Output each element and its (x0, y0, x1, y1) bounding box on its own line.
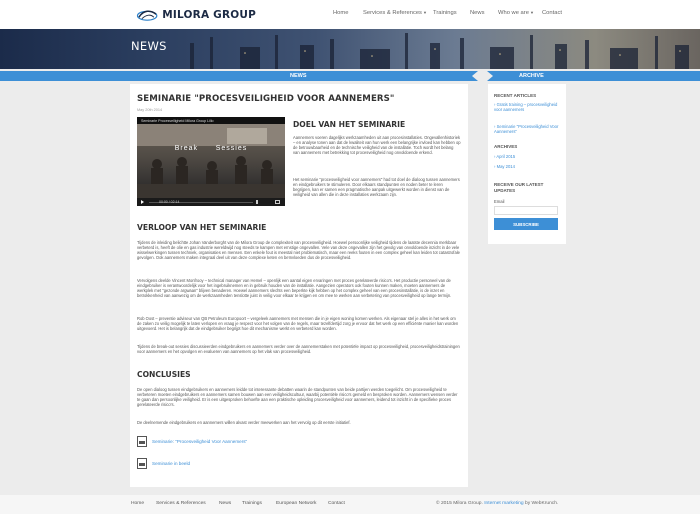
top-header (0, 0, 700, 29)
internet-marketing-link[interactable]: Internet marketing (484, 501, 524, 506)
nav-who-we-are[interactable] (498, 10, 534, 16)
chevron-right-icon: › (494, 124, 496, 129)
chevron-right-icon: › (494, 164, 496, 169)
nav-services-label: Services & References (363, 10, 422, 16)
paragraph: De deelnemende eindgebruikers en aannemers willen alvast verder meewerken aan het vervolg op dit eerste initiatief. (137, 420, 351, 425)
recent-article-label: Seminarie "Procesveiligheid Voor Aannemers" (494, 124, 559, 134)
chevron-down-icon: ▼ (422, 10, 427, 15)
recent-article-link[interactable] (494, 102, 560, 112)
archives-heading: ARCHIVES (494, 144, 518, 149)
paragraph: De open dialoog tussen eindgebruikers en aannemers leidde tot interessante debatten waarin de standpunten van beide partijen werden toegelicht. Om procesveiligheid te verbeteren moeten eindgebruikers en aannemers samen bouwen aan een veiligheidscultuur, waarbij potentiële risico's gemeld en besproken worden. Aannemers wensen verder te gaan dan persoonlijke veiligheid. Er is een uitgesproken behoefte aan een praktische opleiding procesveiligheid voor aannemers, leidend tot inzicht in de specifieke proces gerelateerde risico's. (137, 387, 458, 408)
refinery-skyline-image (0, 29, 700, 69)
email-label: Email (494, 199, 505, 204)
section-heading-conclusions: CONCLUSIES (137, 370, 191, 379)
video-caption-right: Sessies (215, 145, 248, 152)
footer-link-trainings[interactable]: Trainings (242, 501, 262, 506)
section-heading-goal: DOEL VAN HET SEMINARIE (293, 120, 406, 129)
archive-link[interactable] (494, 154, 515, 159)
paragraph: Tijdens de inleiding belichtte Johan Vanderborght van de Milora Group de complexiteit van procesveiligheid. Hoewel persoonlijke veiligheid tijdens de laatste decennia merkbaar verbeterd is, heeft de olie en gas industrie wereldwijd nog steeds te kampen met ernstige ongevallen. Vele van deze ongevallen zijn het gevolg van onvoldoende inzicht in de vele wisselwerkingen tussen techniek, organisaties en mensen. Een enkele fout is meestal niet problematisch, maar een reeks fouten in een complex geheel kan leiden tot catastrofale gevolgen. Ook aannemers maken integraal deel uit van deze complexe keten en beïnvloeden dus de procesveiligheid. (137, 240, 460, 261)
updates-heading: RECEIVE OUR LATEST UPDATES (494, 182, 544, 193)
copyright (436, 501, 558, 506)
video-player[interactable] (137, 117, 285, 206)
play-icon[interactable] (141, 200, 144, 204)
video-frame (137, 124, 285, 199)
paragraph: Aannemers voeren dagelijks werkzaamheden uit aan procesinstallaties. Ongevallenhistoriek – en analyse tonen aan dat de kwaliteit van hun werk een belangrijke invloed kan hebben op de betrouwbaarheid en de technische veiligheid van de installatie. Toch wordt het belang van aannemers met betrekking tot procesveiligheid nog onvoldoende erkend. (293, 135, 461, 156)
article-panel (130, 84, 468, 487)
bar-notch (472, 71, 478, 81)
page-banner (0, 29, 700, 69)
email-field[interactable] (494, 206, 558, 215)
video-controls (137, 198, 285, 206)
video-thumbnail-image (137, 124, 285, 199)
video-caption-left: Break (174, 145, 199, 152)
subscribe-button[interactable]: SUBSCRIBE (494, 218, 558, 230)
nav-home[interactable]: Home (333, 10, 349, 16)
document-link[interactable] (137, 436, 247, 447)
pdf-icon (137, 436, 147, 447)
fullscreen-icon[interactable] (275, 200, 280, 204)
footer-link-services[interactable]: Services & References (156, 501, 206, 506)
video-title: Seminarie Procesveiligheid Milora Group Lillo (137, 117, 285, 124)
sidebar (488, 84, 566, 244)
logo-text: MILORA GROUP (162, 9, 256, 21)
footer-link-contact[interactable]: Contact (328, 501, 345, 506)
archive-label: May 2014 (496, 164, 515, 169)
archive-section-bar (487, 71, 700, 81)
archive-label: April 2015 (496, 154, 516, 159)
nav-services[interactable] (363, 10, 427, 16)
video-caption (137, 145, 285, 152)
copyright-text: © 2015 Milora Group. (436, 501, 483, 506)
document-link-label: Seminarie in beeld (152, 461, 191, 466)
page-title: NEWS (131, 39, 167, 53)
nav-trainings[interactable]: Trainings (433, 10, 457, 16)
document-link[interactable] (137, 458, 190, 469)
news-section-bar (0, 71, 478, 81)
nav-news[interactable]: News (470, 10, 485, 16)
footer-link-home[interactable]: Home (131, 501, 145, 506)
bar-notch (487, 71, 493, 81)
chevron-right-icon: › (494, 102, 496, 107)
recent-article-label: Gratis training – procesveiligheid voor aannemers (494, 102, 558, 112)
recent-articles-heading: RECENT ARTICLES (494, 93, 537, 98)
article-date: May 20th 2014 (137, 108, 163, 112)
video-time: 00:00 / 02:14 (159, 199, 180, 204)
chevron-right-icon: › (494, 154, 496, 159)
footer-link-news[interactable]: News (219, 501, 232, 506)
paragraph: Tijdens de break-out sessies discussieerden eindgebruikers en aannemers verder over de aannemerstaken met potentiële impact op procesveiligheid, procesveiligheidstrainingen voor aannemers en het opvolgen en evalueren van aannemers op het vlak van procesveiligheid. (137, 344, 460, 355)
paragraph: Het seminarie "procesveiligheid voor aannemers" had tot doel de dialoog tussen aannemers en eindgebruikers te stimuleren. Door elkaars standpunten en noden beter te leren begrijpen, kan er samen een pragmatische aanpak uitgewerkt worden in dienst van de veiligheid van allen die in deze installaties werkzaam zijn. (293, 177, 460, 198)
volume-icon[interactable] (256, 200, 261, 204)
credit-text: by WebKrunch. (524, 501, 559, 506)
archive-bar-label: ARCHIVE (519, 73, 544, 79)
chevron-down-icon: ▼ (529, 10, 534, 15)
pdf-icon (137, 458, 147, 469)
recent-article-link[interactable] (494, 124, 560, 134)
footer-link-european-network[interactable]: European Network (276, 501, 317, 506)
document-link-label: Seminarie: "Procesveiligheid Voor Aannemers" (152, 439, 248, 444)
paragraph: Vervolgens deelde Vincent Monfrooy – technical manager van Hemel – openlijk een aantal eigen ervaringen met proces gerelateerde risico's. Het productie personeel van de eindgebruiker is verantwoordelijk voor het ingebruiknemen en in gebruik houden van de installatie. Aangezien operators ook fouten kunnen maken, moeten aannemers de werkplek met "gezonde argwaan" blijven benaderen. Hoewel aannemers slechts een beperkte kijk hebben op het complex geheel van een procesinstallatie, is de inzet en betrokkenheid van aanwezig om de werkzaamheden tenslotte juist in veilig voor elkaar te krijgen en om mee te werken aan verbetering van procesveiligheid op lange termijn. (137, 278, 452, 299)
article-title: SEMINARIE "PROCESVEILIGHEID VOOR AANNEMERS" (137, 94, 395, 104)
main-nav (0, 10, 700, 22)
archive-link[interactable] (494, 164, 515, 169)
paragraph: Rob Oost – preventie adviseur van QB Petroleum Europoort – vergeleek aannemers met mensen die in je eigen woning komen werken. Als eigenaar stel je alles in het werk om de zaken zo veilig mogelijk te laten verlopen en vraag je respect voor het volgen van de regels, maar tezelfdertijd zorg je ervoor dat het werk op een efficiënte manier kan worden uitgevoerd. Het is belangrijk dat de eindgebruiker begrijpt hoe dit mechanisme werkt en verbeterd kan worden. (137, 316, 459, 332)
nav-contact[interactable]: Contact (542, 10, 562, 16)
footer (0, 495, 700, 514)
section-heading-course: VERLOOP VAN HET SEMINARIE (137, 223, 267, 232)
news-bar-label: NEWS (290, 73, 307, 79)
nav-who-we-are-label: Who we are (498, 10, 529, 16)
